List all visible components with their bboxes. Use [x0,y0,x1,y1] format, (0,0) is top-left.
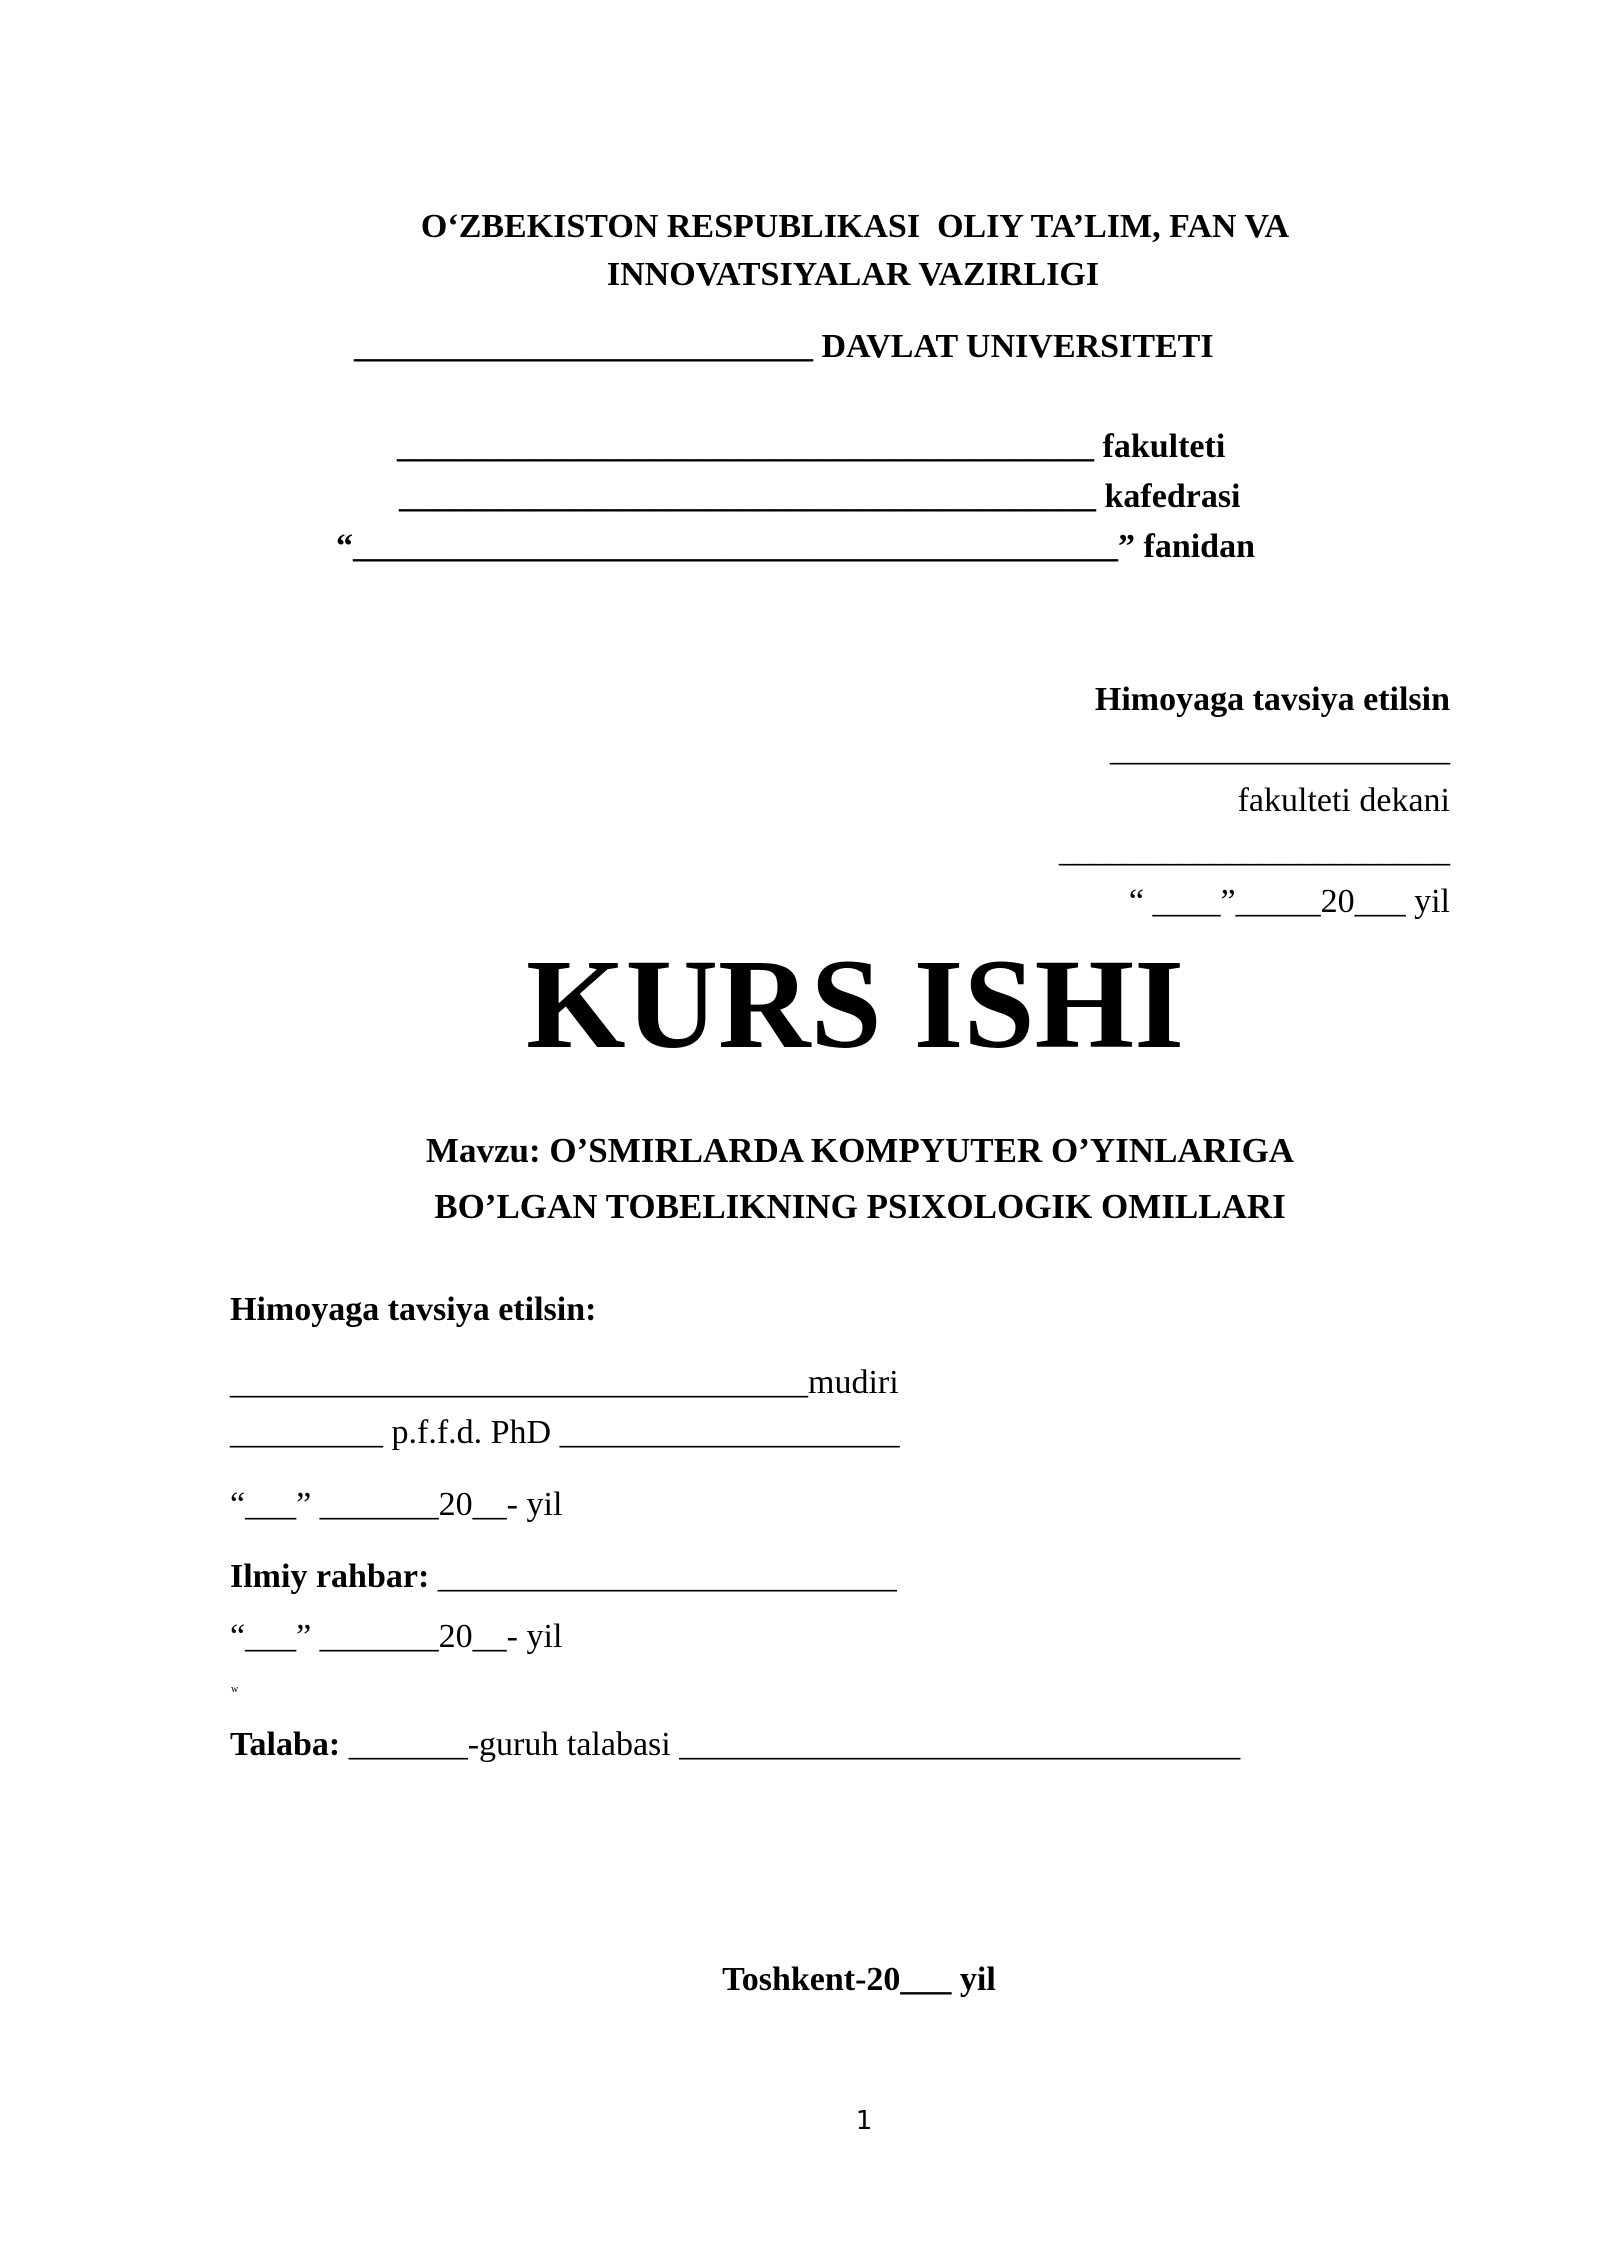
dean-name-blank: _______________________ [1059,832,1450,869]
supervisor-date: “___” _______20__- yil [230,1618,563,1655]
ministry-line-2: INNOVATSIYALAR VAZIRLIGI [606,256,1100,293]
dean-signature-blank: ____________________ [1110,731,1450,768]
dean-approval-heading: Himoyaga tavsiya etilsin [1094,681,1450,718]
department-line: _________________________________________ kafedrasi [399,478,1241,515]
head-approval-heading: Himoyaga tavsiya etilsin: [230,1291,597,1328]
ministry-line-1: O‘ZBEKISTON RESPUBLIKASI OLIY TA’LIM, FAN VA [420,208,1290,245]
university-line: ___________________________ DAVLAT UNIVERSITETI [354,328,1214,365]
supervisor-line [230,1560,897,1594]
subject-line: “_____________________________________________” fanidan [336,528,1255,565]
page-number: 1 [855,2106,873,2136]
topic-line-2: BO’LGAN TOBELIKNING PSIXOLOGIK OMILLARI [434,1187,1286,1226]
dean-role: fakulteti dekani [1237,782,1450,819]
document-title: KURS ISHI [526,933,1184,1075]
faculty-line: _________________________________________ fakulteti [397,428,1226,465]
department-head-line: __________________________________mudiri [230,1364,899,1401]
head-approval-date: “___” _______20__- yil [230,1486,563,1523]
student-label: Talaba: [230,1726,341,1763]
topic-line-1: Mavzu: O’SMIRLARDA KOMPYUTER O’YINLARIGA [425,1131,1295,1170]
city-year: Toshkent-20___ yil [722,1961,996,1998]
stray-mark: w [231,1684,239,1695]
degree-line: _________ p.f.f.d. PhD ____________________ [230,1414,900,1451]
dean-approval-date: “ ____”_____20___ yil [1128,883,1450,920]
student-line [230,1728,1240,1762]
student-text: _______-guruh talabasi _________________________________ [340,1726,1241,1763]
supervisor-label: Ilmiy rahbar: [230,1558,430,1595]
supervisor-blank: ___________________________ [429,1558,897,1595]
